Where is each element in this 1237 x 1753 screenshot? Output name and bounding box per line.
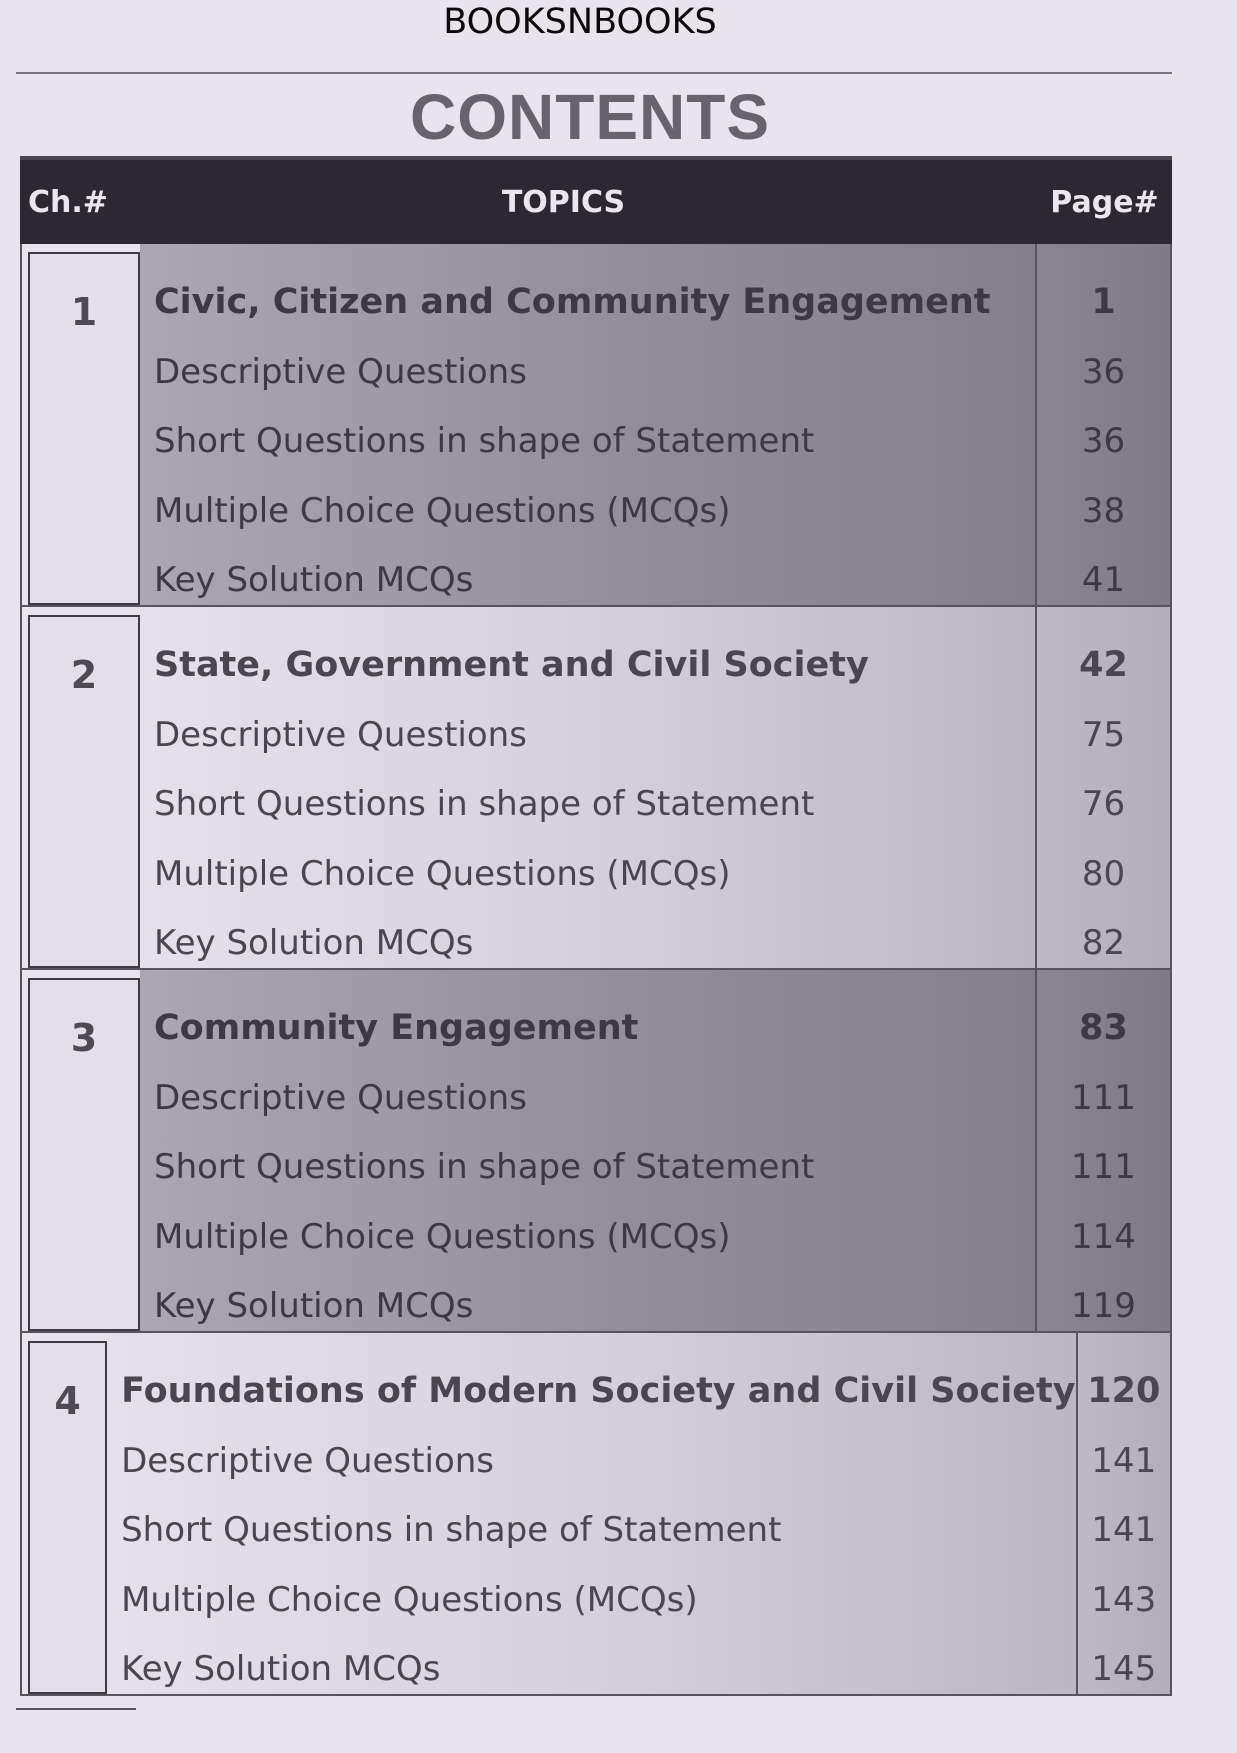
- topic-item: Key Solution MCQs: [154, 560, 474, 600]
- page-number: 119: [1071, 1286, 1136, 1326]
- chapter-pages: [1037, 970, 1170, 1331]
- page-number: 114: [1071, 1216, 1136, 1257]
- page-number: 143: [1091, 1579, 1157, 1620]
- chapter-pages: [1037, 607, 1170, 968]
- page-number: 42: [1079, 645, 1128, 685]
- chapter-block: [20, 970, 1172, 1333]
- page-number: 120: [1087, 1371, 1161, 1411]
- chapter-title: State, Government and Civil Society: [154, 645, 869, 685]
- chapter-topics: [140, 244, 1037, 605]
- topic-item: Short Questions in shape of Statement: [154, 784, 815, 824]
- topic-item: Descriptive Questions: [121, 1440, 495, 1481]
- chapter-number: 2: [28, 615, 140, 968]
- column-header-page: Page#: [1050, 184, 1159, 220]
- topic-item: Key Solution MCQs: [121, 1649, 441, 1689]
- topic-item: Multiple Choice Questions (MCQs): [121, 1579, 698, 1620]
- chapter-block: [20, 1333, 1172, 1696]
- page-number: 41: [1081, 560, 1126, 600]
- page-number: 82: [1081, 923, 1126, 963]
- contents-table: [20, 160, 1172, 1696]
- page-number: 76: [1081, 784, 1126, 824]
- chapter-block: [20, 607, 1172, 970]
- topic-item: Multiple Choice Questions (MCQs): [154, 1216, 731, 1257]
- page-number: 75: [1081, 714, 1126, 755]
- column-header-topics: TOPICS: [501, 184, 626, 220]
- chapter-topics: [140, 607, 1037, 968]
- page-number: 83: [1079, 1008, 1128, 1048]
- bottom-rule: [16, 1708, 136, 1710]
- chapter-topics: [140, 970, 1037, 1331]
- topic-item: Descriptive Questions: [154, 714, 527, 755]
- topic-item: Short Questions in shape of Statement: [154, 421, 815, 461]
- chapter-number: 3: [28, 978, 140, 1331]
- page-number: 141: [1091, 1510, 1157, 1550]
- page-number: 80: [1081, 853, 1126, 894]
- chapter-title: Community Engagement: [154, 1008, 639, 1048]
- table-header: [20, 160, 1172, 244]
- topic-item: Descriptive Questions: [154, 1077, 527, 1118]
- chapter-number: 1: [28, 252, 140, 605]
- chapter-pages: [1037, 244, 1170, 605]
- page-number: 1: [1091, 282, 1116, 322]
- chapter-title: Foundations of Modern Society and Civil Society: [121, 1371, 1076, 1411]
- page-number: 111: [1071, 1077, 1136, 1118]
- topic-item: Key Solution MCQs: [154, 923, 474, 963]
- chapter-number: 4: [28, 1341, 107, 1694]
- chapter-title: Civic, Citizen and Community Engagement: [154, 282, 991, 322]
- page-number: 36: [1081, 421, 1126, 461]
- chapter-list: [20, 244, 1172, 1696]
- column-header-chapter: Ch.#: [28, 184, 108, 220]
- page-number: 141: [1091, 1440, 1157, 1481]
- page-number: 38: [1081, 490, 1126, 531]
- header-divider: [16, 72, 1172, 74]
- topic-item: Multiple Choice Questions (MCQs): [154, 853, 731, 894]
- page-number: 111: [1071, 1147, 1136, 1187]
- chapter-topics: [107, 1333, 1077, 1694]
- topic-item: Key Solution MCQs: [154, 1286, 474, 1326]
- page-title: CONTENTS: [410, 81, 770, 153]
- page-number: 36: [1081, 351, 1126, 392]
- page-number: 145: [1091, 1649, 1157, 1689]
- site-name: BOOKSNBOOKS: [443, 2, 717, 42]
- chapter-block: [20, 244, 1172, 607]
- topic-item: Short Questions in shape of Statement: [154, 1147, 815, 1187]
- topic-item: Descriptive Questions: [154, 351, 527, 392]
- topic-item: Multiple Choice Questions (MCQs): [154, 490, 731, 531]
- chapter-pages: [1078, 1333, 1170, 1694]
- topic-item: Short Questions in shape of Statement: [121, 1510, 782, 1550]
